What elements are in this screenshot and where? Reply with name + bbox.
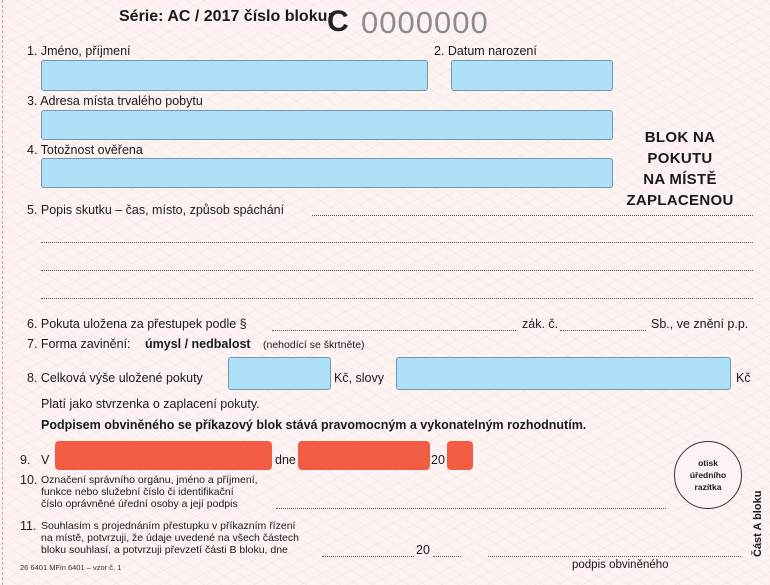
birth-date-label: 2. Datum narození (434, 44, 537, 58)
signature-line[interactable] (488, 556, 741, 557)
guilt-note: (nehodící se škrtněte) (263, 339, 365, 351)
guilt-value[interactable]: úmysl / nedbalost (145, 337, 251, 351)
authority-line: číslo oprávněné úřední osoby a její podpis (41, 498, 238, 510)
stamp-line: BLOK NA POKUTU (644, 129, 716, 167)
fine-law-label: zák. č. (522, 317, 559, 331)
consent-line: na místě, potvrzuji, že údaje uvedené na všech částech (41, 532, 299, 544)
perforation-line (2, 0, 3, 585)
fine-sb-label: Sb., ve znění p.p. (651, 317, 749, 331)
place-date-label: dne (275, 453, 296, 467)
address-field[interactable] (41, 110, 613, 140)
identity-field[interactable] (41, 158, 613, 188)
consent-year-line[interactable] (433, 556, 461, 557)
date-field[interactable] (298, 441, 430, 470)
series-label: Série: AC / 2017 číslo bloku: (119, 8, 333, 25)
receipt-note: Platí jako stvrzenka o zaplacení pokuty. (41, 397, 260, 411)
consent-line: bloku souhlasí, a potvrzuji převzetí části B bloku, dne (41, 544, 288, 556)
seal-line: otisk (698, 458, 718, 468)
consent-year-prefix: 20 (416, 543, 430, 557)
year-prefix: 20 (431, 453, 445, 467)
amount-label: 8. Celková výše uložené pokuty (27, 371, 203, 385)
stamp-line: ZAPLACENOU (626, 192, 734, 209)
amount-words-field[interactable] (396, 357, 731, 390)
place-v-label: V (41, 453, 50, 467)
name-label: 1. Jméno, příjmení (27, 44, 131, 58)
fine-paragraph-line[interactable] (272, 330, 516, 331)
side-label: Část A bloku (752, 490, 764, 557)
authority-text (41, 474, 258, 510)
name-field[interactable] (41, 60, 428, 91)
year-field[interactable] (447, 441, 473, 470)
description-line[interactable] (41, 298, 753, 299)
authority-line: funkce nebo služební číslo či identifikační (41, 486, 234, 498)
place-number: 9. (20, 453, 31, 467)
description-line[interactable] (41, 270, 753, 271)
description-line[interactable] (312, 215, 753, 216)
consent-text (41, 520, 299, 556)
series-letter: C (327, 5, 349, 38)
fine-law-line[interactable] (560, 330, 646, 331)
description-line[interactable] (41, 242, 753, 243)
authority-line: Označení správního orgánu, jméno a příjmení, (41, 474, 258, 486)
consent-line: Souhlasím s projednáním přestupku v příkazním řízení (41, 520, 296, 532)
form-code: 26 6401 MFin 6401 – vzor č. 1 (20, 563, 122, 572)
stamp-line: NA MÍSTĚ (643, 171, 717, 188)
fine-label: 6. Pokuta uložena za přestupek podle § (27, 317, 247, 331)
amount-words-label: Kč, slovy (334, 371, 385, 385)
birth-date-field[interactable] (451, 60, 613, 91)
address-label: 3. Adresa místa trvalého pobytu (27, 94, 203, 108)
identity-label: 4. Totožnost ověřena (27, 143, 143, 157)
stamp-title (612, 127, 748, 211)
authority-number: 10. (20, 473, 38, 487)
consent-number: 11. (20, 519, 37, 533)
consent-date-line[interactable] (322, 556, 414, 557)
place-field[interactable] (55, 441, 272, 470)
amount-field[interactable] (228, 357, 331, 390)
authority-signature-line[interactable] (276, 508, 666, 509)
seal-line: razítka (694, 482, 722, 492)
signature-label: podpis obviněného (572, 559, 669, 571)
legal-note: Podpisem obviněného se příkazový blok stává pravomocným a vykonatelným rozhodnutím. (41, 418, 587, 432)
guilt-label: 7. Forma zavinění: (27, 337, 131, 351)
description-label: 5. Popis skutku – čas, místo, způsob spáchání (27, 203, 285, 217)
amount-currency-label: Kč (736, 371, 751, 385)
block-number: 0000000 (361, 5, 489, 40)
seal-line: úředního (689, 470, 727, 480)
official-seal-circle (674, 441, 742, 509)
